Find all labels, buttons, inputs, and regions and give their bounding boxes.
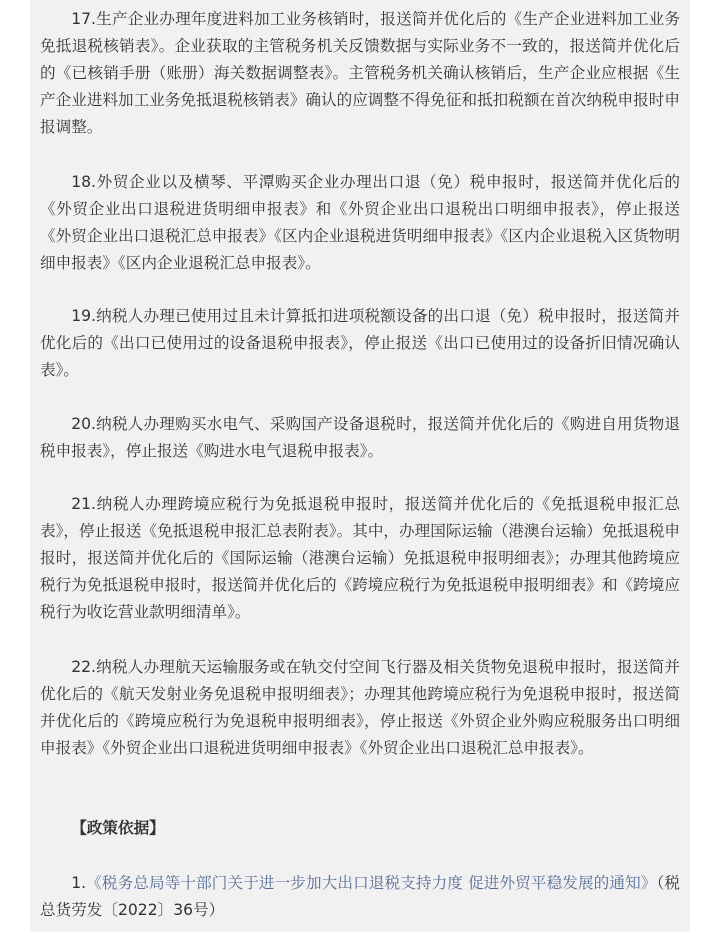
paragraph-18: 18.外贸企业以及横琴、平潭购买企业办理出口退（免）税申报时，报送简并优化后的《外贸企业出口退税进货明细申报表》和《外贸企业出口退税出口明细申报表》，停止报送《外贸企业出口退税汇总申报表》《区内企业退税进货明细申报表》《区内企业退税入区货物明细申报表》《区内企业退税汇总申报表》。	[40, 173, 680, 272]
reference-number: 1.	[71, 874, 87, 892]
paragraph-19: 19.纳税人办理已使用过且未计算抵扣进项税额设备的出口退（免）税申报时，报送简并优化后的《出口已使用过的设备退税申报表》，停止报送《出口已使用过的设备折旧情况确认表》。	[40, 307, 680, 379]
policy-basis-heading: 【政策依据】	[71, 819, 165, 837]
paragraph-20: 20.纳税人办理购买水电气、采购国产设备退税时，报送简并优化后的《购进自用货物退税申报表》，停止报送《购进水电气退税申报表》。	[40, 415, 680, 460]
policy-document-link[interactable]: 《税务总局等十部门关于进一步加大出口退税支持力度 促进外贸平稳发展的通知》	[86, 874, 657, 892]
article-body	[30, 0, 690, 932]
paragraph-17: 17.生产企业办理年度进料加工业务核销时，报送简并优化后的《生产企业进料加工业务免抵退税核销表》。企业获取的主管税务机关反馈数据与实际业务不一致的，报送简并优化后的《已核销手册（账册）海关数据调整表》。主管税务机关确认核销后，生产企业应根据《生产企业进料加工业务免抵退税核销表》确认的应调整不得免征和抵扣税额在首次纳税申报时申报调整。	[40, 10, 680, 136]
paragraph-21: 21.纳税人办理跨境应税行为免抵退税申报时，报送简并优化后的《免抵退税申报汇总表》，停止报送《免抵退税申报汇总表附表》。其中，办理国际运输（港澳台运输）免抵退税申报时，报送简并优化后的《国际运输（港澳台运输）免抵退税申报明细表》；办理其他跨境应税行为免抵退税申报时，报送简并优化后的《跨境应税行为免抵退税申报明细表》和《跨境应税行为收讫营业款明细清单》。	[40, 495, 680, 621]
document-number: （税总货劳发〔2022〕36号）	[40, 874, 680, 919]
paragraph-22: 22.纳税人办理航天运输服务或在轨交付空间飞行器及相关货物免退税申报时，报送简并优化后的《航天发射业务免退税申报明细表》；办理其他跨境应税行为免退税申报时，报送简并优化后的《跨境应税行为免退税申报明细表》，停止报送《外贸企业外购应税服务出口明细申报表》《外贸企业出口退税进货明细申报表》《外贸企业出口退税汇总申报表》。	[40, 658, 680, 757]
policy-reference-item	[40, 870, 680, 924]
